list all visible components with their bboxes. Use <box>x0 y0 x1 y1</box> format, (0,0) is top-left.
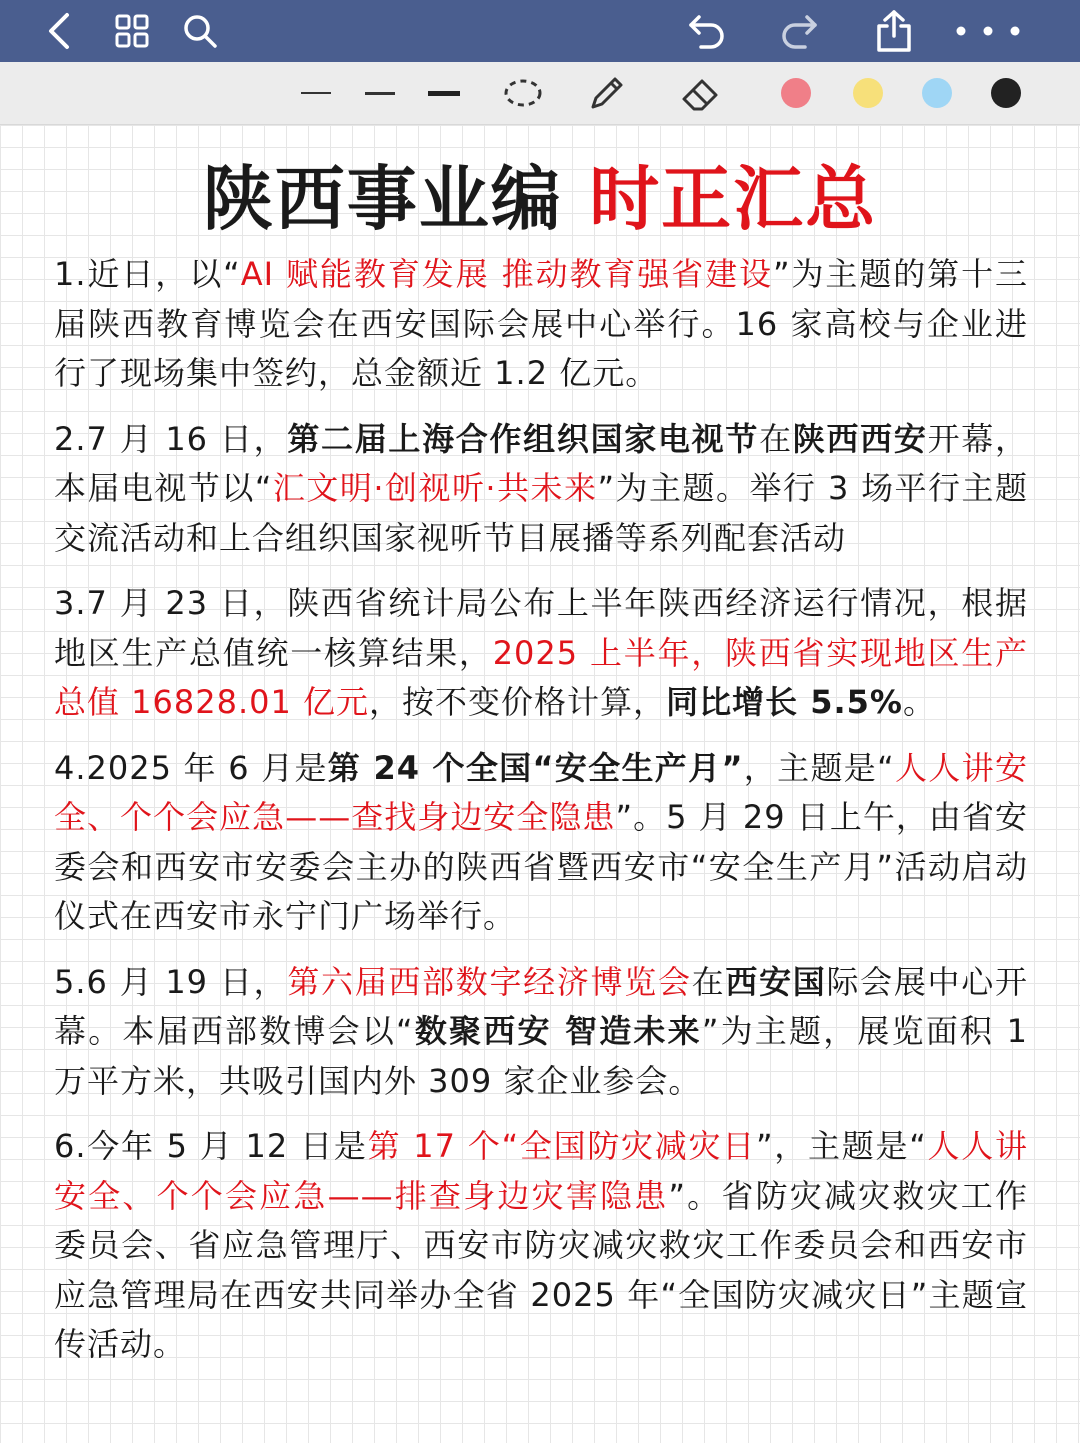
body-text: ”，主题是“ <box>755 1127 927 1165</box>
body-text: 在 <box>691 962 726 1001</box>
body-text: ，按不变价格计算， <box>369 683 667 721</box>
eraser-icon[interactable] <box>678 62 724 124</box>
black-color-swatch[interactable] <box>990 62 1022 124</box>
news-paragraph-4 <box>54 744 1028 942</box>
undo-icon[interactable] <box>682 0 732 62</box>
news-paragraph-6 <box>54 1122 1028 1370</box>
body-text: 4.2025 年 6 月是 <box>54 748 328 787</box>
highlight-text: 汇文明·创视听·共未来 <box>272 469 598 507</box>
news-paragraph-1 <box>54 250 1028 399</box>
news-paragraph-5 <box>54 958 1028 1107</box>
highlight-text: AI 赋能教育发展 推动教育强省建设 <box>240 255 773 293</box>
search-icon[interactable] <box>176 0 224 62</box>
share-icon[interactable] <box>868 0 920 62</box>
body-text: 在 <box>759 419 793 458</box>
bold-text: 陕西西安 <box>792 419 928 458</box>
drawing-toolbar <box>0 62 1080 125</box>
bold-text: 西安国 <box>725 962 827 1001</box>
thin-line-icon[interactable] <box>296 62 336 124</box>
news-paragraph-3 <box>54 579 1028 728</box>
pink-color-swatch[interactable] <box>780 62 812 124</box>
back-icon[interactable] <box>34 0 84 62</box>
medium-line-icon[interactable] <box>360 62 400 124</box>
bold-text: 第 24 个全国“安全生产月” <box>327 748 744 787</box>
lasso-icon[interactable] <box>500 62 546 124</box>
blue-color-swatch[interactable] <box>921 62 953 124</box>
thick-line-icon[interactable] <box>424 62 464 124</box>
highlight-text: 2025 上半年，陕西省实现地区生产总值 16828.01 亿元 <box>54 633 1028 721</box>
body-text: 1.近日，以“ <box>54 255 241 293</box>
body-text: ”。省防灾减灾救灾工作委员会、省应急管理厅、西安市防灾减灾救灾工作委员会和西安市应急管理局在西安共同举办全省 2025 年“全国防灾减灾日”主题宣传活动。 <box>54 1176 1028 1363</box>
title-red: 时正汇总 <box>589 158 878 240</box>
body-text: 2.7 月 16 日， <box>54 419 288 458</box>
bold-text: 同比增长 5.5% <box>666 683 903 721</box>
redo-icon[interactable] <box>774 0 824 62</box>
body-text: 际会展中心开幕。本届西部数博会以“ <box>54 962 1028 1050</box>
body-text: ”为主题。举行 3 场平行主题交流活动和上合组织国家视听节目展播等系列配套活动 <box>54 469 1028 557</box>
body-text: 。 <box>902 683 936 721</box>
title-black: 陕西事业编 <box>202 158 563 240</box>
body-text: ”为主题的第十三届陕西教育博览会在西安国际会展中心举行。16 家高校与企业进行了现场集中签约，总金额近 1.2 亿元。 <box>54 255 1028 392</box>
body-text: ”。5 月 29 日上午，由省安委会和西安市安委会主办的陕西省暨西安市“安全生产月”活动启动仪式在西安市永宁门广场举行。 <box>54 798 1028 935</box>
body-text: 开幕，本届电视节以“ <box>54 419 1028 507</box>
highlight-text: 人人讲安全、个个会应急——查找身边安全隐患 <box>54 748 1028 836</box>
note-body <box>54 250 1028 1386</box>
body-text: 5.6 月 19 日， <box>54 962 288 1001</box>
grid-icon[interactable] <box>108 0 156 62</box>
body-text: ”为主题，展览面积 1 万平方米，共吸引国内外 309 家企业参会。 <box>54 1012 1028 1100</box>
top-navigation-bar <box>0 0 1080 62</box>
bold-text: 数聚西安 智造未来 <box>413 1012 702 1050</box>
yellow-color-swatch[interactable] <box>852 62 884 124</box>
news-paragraph-2 <box>54 415 1028 564</box>
body-text: 3.7 月 23 日，陕西省统计局公布上半年陕西经济运行情况，根据地区生产总值统一核算结果， <box>54 584 1028 672</box>
highlight-text: 第 17 个“全国防灾减灾日 <box>367 1127 756 1165</box>
body-text: ，主题是“ <box>743 748 895 787</box>
bold-text: 第二届上海合作组织国家电视节 <box>287 419 760 458</box>
pencil-icon[interactable] <box>584 62 630 124</box>
page-title <box>0 143 1080 244</box>
highlight-text: 人人讲安全、个个会应急——排查身边灾害隐患 <box>54 1127 1028 1215</box>
more-icon[interactable] <box>948 0 1028 62</box>
note-canvas[interactable] <box>0 125 1080 1443</box>
body-text: 6.今年 5 月 12 日是 <box>54 1127 368 1165</box>
highlight-text: 第六届西部数字经济博览会 <box>287 962 692 1001</box>
